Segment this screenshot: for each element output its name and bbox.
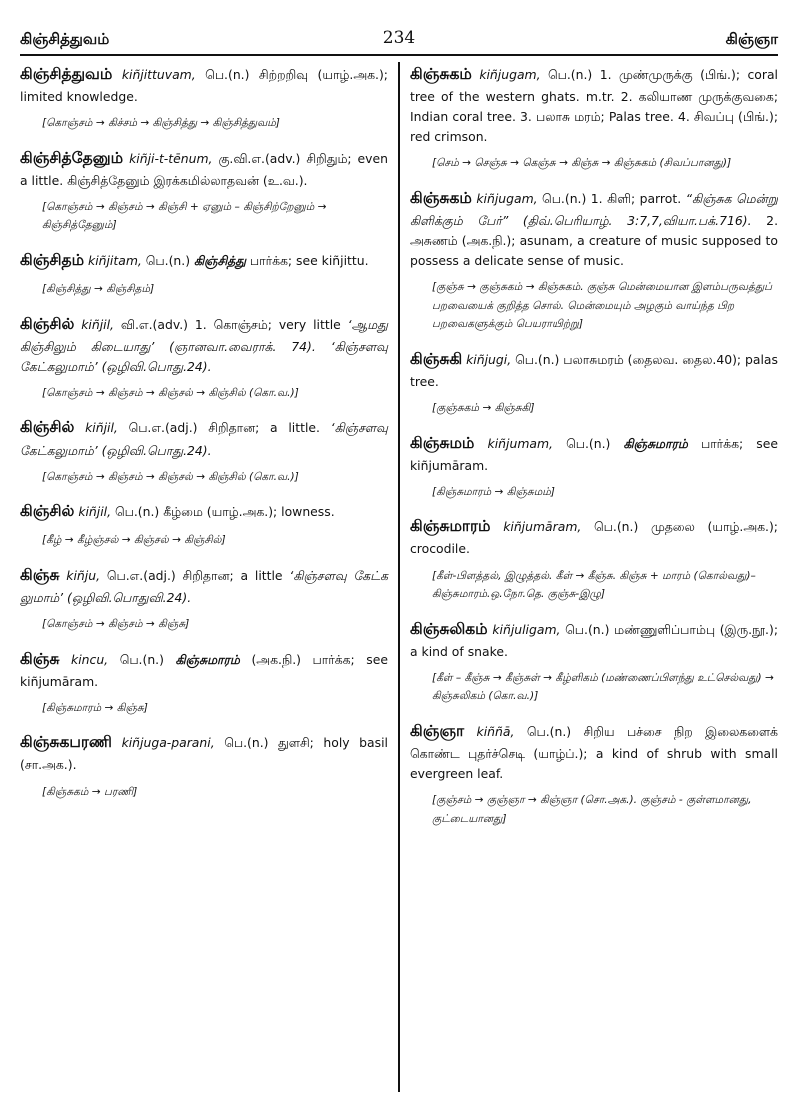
dictionary-entry: [20, 647, 388, 692]
entry-definition: கு.வி.எ.(adv.) சிறிதும்; even a little. கிஞ்சித்தேனும் இரக்கமில்லாதவன் (உ.வ.).: [20, 150, 388, 188]
entry-headword: கிஞ்சித்தேனும்: [20, 148, 124, 167]
entry-headword: கிஞ்சுகி: [410, 349, 463, 368]
entry-etymology: [குஞ்சுகம் → கிஞ்சுகி]: [432, 402, 535, 415]
entry-definition: பெ.(n.) மண்ணுளிப்பாம்பு (இரு.நூ.); a kind of snake.: [410, 621, 778, 659]
entry-etymology: [கிஞ்சித்து → கிஞ்சிதம்]: [42, 283, 155, 296]
entry-transliteration: kiñjuligam,: [492, 621, 561, 637]
dictionary-entry: [20, 563, 388, 608]
dictionary-entry: [410, 347, 778, 392]
entry-transliteration: kiñjil,: [85, 420, 118, 436]
entry-etymology: [கிஞ்சுமாரம் → கிஞ்சுமம்]: [432, 485, 555, 498]
entry-citation: ‘கிஞ்சளவு கேட்கலுமாம்’ (ஒழிவி.பொது.24).: [20, 420, 388, 458]
entry-etymology: [கிஞ்சுகம் → பரணி]: [42, 785, 138, 798]
entry-transliteration: kiñjuga-parani,: [121, 735, 215, 751]
entry-headword: கிஞ்சிதம்: [20, 251, 85, 269]
entry-headword: கிஞ்ஞா: [410, 721, 465, 740]
entry-definition: பெ.(n.) 1. கிளி; parrot.: [537, 190, 686, 206]
entry-citation: ‘கிஞ்சளவு கேட்க லுமாம்’ (ஒழிவி.பொதுவி.24).: [20, 567, 388, 605]
entry-definition: பெ.எ.(adj.) சிறிதான; a little: [100, 567, 290, 583]
entry-headword: கிஞ்சுலிகம்: [410, 619, 488, 638]
dictionary-entry: [20, 146, 388, 191]
entry-definition: பெ.(n.): [108, 651, 176, 667]
dictionary-entry: [20, 415, 388, 460]
entry-citation: ‘ஆமது கிஞ்சிலும் கிடையாது’ (ஞானவா.வைராக். 74). ‘கிஞ்சளவு கேட்கலுமாம்’ (ஒழிவி.பொது.24).: [20, 316, 388, 374]
dictionary-entry: [20, 312, 388, 377]
entry-transliteration: kincu,: [71, 651, 109, 667]
entry-definition: பெ.(n.): [553, 435, 624, 451]
entry-definition: பெ.(n.) கீழ்மை (யாழ்.அக.); lowness.: [111, 504, 335, 520]
running-head-left: கிஞ்சித்துவம்: [20, 30, 110, 48]
entry-headword: கிஞ்சில்: [20, 502, 75, 521]
running-head-right: கிஞ்ஞா: [725, 30, 778, 48]
entry-definition: பெ.(n.) பலாசுமரம் (தைலவ. தைல.40); palas tree.: [410, 351, 778, 390]
entry-definition: பெ.(n.) துளசி; holy basil (சா.அக.).: [20, 735, 388, 773]
right-column: [400, 62, 778, 1092]
entry-definition-tail: 2. அசுணம் (அக.நி.); asunam, a creature of music supposed to possess a delicate sense of music.: [410, 213, 778, 269]
dictionary-entry: [20, 730, 388, 775]
entry-headword: கிஞ்சு: [20, 565, 60, 584]
entry-definition-tail: (அக.நி.) பார்க்க; see kiñjumāram.: [20, 651, 389, 689]
entry-transliteration: kiñjumam,: [487, 435, 553, 451]
entry-etymology: [கொஞ்சம் → கிஞ்சம் → கிஞ்சல் → கிஞ்சில் (கொ.வ.)]: [42, 470, 299, 483]
dictionary-entry: [410, 514, 778, 559]
entry-etymology: [கீள் – கீஞ்சு → கீஞ்சுள் → கீழ்ளிகம் (மண்ணைப்பிளந்து உட்செல்வது) → கிஞ்சுலிகம் (கொ.வ.)]: [432, 671, 774, 703]
entry-headword: கிஞ்சில்: [20, 314, 75, 333]
entry-headword: கிஞ்சுகபரணி: [20, 733, 112, 752]
entry-etymology: [செம் → செஞ்சு → கெஞ்சு → கிஞ்சு → கிஞ்சுகம் (சிவப்பானது)]: [432, 157, 732, 170]
entry-transliteration: kiñju,: [66, 567, 101, 583]
entry-etymology: [கொஞ்சம் → கிஞ்சம் → கிஞ்சு]: [42, 618, 190, 631]
entry-headword: கிஞ்சுமாரம்: [410, 517, 491, 536]
entry-definition-tail: பார்க்க; see kiñjumāram.: [410, 435, 778, 473]
entry-cross-reference: கிஞ்சுமாரம்: [623, 435, 688, 451]
page-number: 234: [382, 28, 416, 48]
entry-etymology: [கிஞ்சுமாரம் → கிஞ்சு]: [42, 701, 148, 714]
entry-definition: பெ.(n.) முதலை (யாழ்.அக.); crocodile.: [410, 519, 778, 557]
entry-transliteration: kiñjugi,: [466, 351, 512, 367]
entry-etymology: [கீள்-பிளத்தல், இழுத்தல். கீள் → கீஞ்சு. கிஞ்சு + மாரம் (கொல்வது)–கிஞ்சுமாரம்.ஒ.நோ.தெ. குஞ்சு-இழு]: [432, 569, 756, 601]
entry-etymology: [கொஞ்சம் → கிச்சம் → கிஞ்சித்து → கிஞ்சித்துவம்]: [42, 117, 280, 130]
entry-cross-reference: கிஞ்சித்து: [193, 253, 246, 268]
entry-headword: கிஞ்சு: [20, 649, 60, 668]
dictionary-entry: [20, 248, 388, 273]
entry-definition: பெ.(n.) 1. முண்முருக்கு (பிங்.); coral tree of the western ghats. m.tr. 2. கலியாண முருக்குவகை; Indian coral tree. 3. பலாசு மரம்; Palas tree. 4. சிவப்பு (பிங்.); red crimson.: [410, 67, 778, 145]
entry-headword: கிஞ்சுகம்: [410, 188, 472, 207]
entry-definition: பெ.(n.): [141, 253, 194, 268]
entry-transliteration: kiññā,: [476, 723, 515, 739]
left-column: [20, 62, 398, 1092]
entry-etymology: [கீழ் → கீழ்ஞ்சல் → கிஞ்சல் → கிஞ்சில்]: [42, 534, 226, 547]
entry-transliteration: kiñjugam,: [479, 67, 541, 82]
entry-etymology: [கொஞ்சம் → கிஞ்சம் → கிஞ்சி + ஏனும் – கிஞ்சிற்றேனும் → கிஞ்சித்தேனும்]: [42, 200, 327, 232]
entry-headword: கிஞ்சுமம்: [410, 433, 475, 452]
entry-definition: வி.எ.(adv.) 1. கொஞ்சம்; very little: [114, 316, 348, 332]
entry-transliteration: kiñjumāram,: [503, 519, 582, 535]
entry-transliteration: kiñjil,: [78, 504, 112, 520]
entry-headword: கிஞ்சித்துவம்: [20, 65, 113, 83]
dictionary-entry: [20, 62, 388, 107]
dictionary-columns: [20, 62, 778, 1092]
entry-transliteration: kiñjittuvam,: [121, 67, 196, 82]
entry-etymology: [குஞ்சு → குஞ்சுகம் → கிஞ்சுகம். குஞ்சு மென்மையான இளம்பருவத்துப் பறவையைக் குறித்த சொல். மென்மையும் அழகும் வாய்ந்த பிற பறவைகளுக்கும் பெயராயிற்று]: [432, 281, 773, 331]
entry-citation: “கிஞ்சுக மென்று கிளிக்கும் பேர்” (திவ்.பெரியாழ். 3:7,7,வியா.பக்.716).: [410, 190, 778, 229]
entry-definition: பெ.எ.(adj.) சிறிதான; a little.: [117, 420, 331, 436]
dictionary-entry: [410, 431, 778, 476]
entry-headword: கிஞ்சில்: [20, 418, 75, 437]
entry-headword: கிஞ்சுகம்: [410, 65, 472, 83]
entry-etymology: [கொஞ்சம் → கிஞ்சம் → கிஞ்சல் → கிஞ்சில் (கொ.வ.)]: [42, 386, 299, 399]
entry-cross-reference: கிஞ்சுமாரம்: [175, 651, 240, 667]
entry-transliteration: kiñji-t-tēnum,: [129, 150, 213, 166]
entry-transliteration: kiñjil,: [81, 316, 114, 332]
dictionary-entry: [410, 719, 778, 784]
entry-transliteration: kiñjugam,: [476, 190, 538, 206]
dictionary-entry: [410, 62, 778, 147]
entry-transliteration: kiñjitam,: [88, 253, 142, 268]
dictionary-entry: [20, 499, 388, 524]
entry-definition-tail: பார்க்க; see kiñjittu.: [245, 253, 369, 268]
entry-definition: பெ.(n.) சிறிய பச்சை நிற இலைகளைக் கொண்ட புதர்ச்செடி (யாழ்ப்.); a kind of shrub with small evergreen leaf.: [410, 723, 778, 782]
dictionary-entry: [410, 617, 778, 662]
page-header: [20, 18, 778, 56]
entry-etymology: [குஞ்சம் → குஞ்ஞா → கிஞ்ஞா (சொ.அக.). குஞ்சம் - குள்ளமானது, குட்டையானது]: [432, 794, 752, 825]
dictionary-entry: [410, 186, 778, 271]
entry-definition: பெ.(n.) சிற்றறிவு (யாழ்.அக.); limited knowledge.: [20, 67, 388, 105]
